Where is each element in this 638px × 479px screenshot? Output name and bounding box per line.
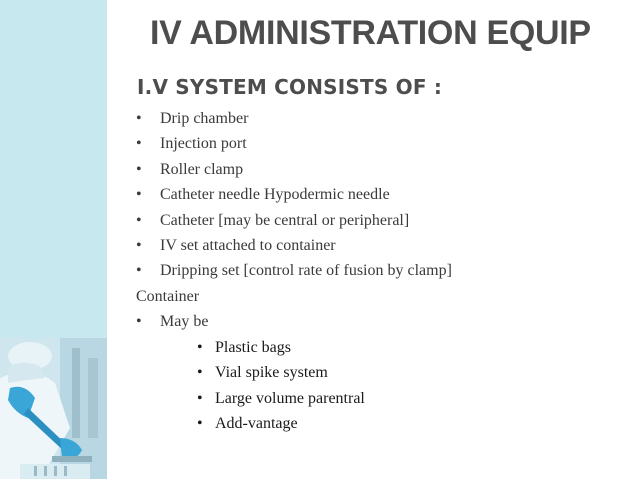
bullet-icon: • (136, 135, 142, 153)
list-item-text: Catheter [may be central or peripheral] (160, 211, 410, 229)
bullet-icon: • (136, 211, 142, 229)
list-item-text: Dripping set [control rate of fusion by clamp] (160, 262, 452, 280)
list-heading-container (136, 284, 452, 309)
list-item-text: Catheter needle Hypodermic needle (160, 186, 390, 204)
sub-list-item-text: Plastic bags (215, 339, 291, 356)
sub-list-item (197, 411, 365, 436)
bullet-icon: • (136, 186, 142, 204)
bullet-icon: • (136, 160, 142, 178)
sidebar-band (0, 0, 107, 479)
bullet-icon: • (197, 389, 203, 407)
sub-list-item-text: Large volume parentral (215, 389, 365, 407)
list-item-text: Injection port (160, 135, 247, 153)
container-types-list (197, 335, 365, 436)
bullet-icon: • (136, 236, 142, 254)
bullet-icon: • (197, 339, 203, 356)
list-item (136, 258, 452, 283)
lab-scientist-photo (0, 338, 107, 479)
bullet-icon: • (197, 414, 203, 432)
bullet-icon: • (136, 313, 142, 331)
sub-list-item-text: Vial spike system (215, 364, 328, 382)
list-item-text: May be (160, 313, 209, 331)
sub-list-item (197, 360, 365, 385)
sub-list-item (197, 335, 365, 360)
list-item (136, 106, 452, 131)
slide-title: IV ADMINISTRATION EQUIP (150, 14, 591, 52)
equipment-list (136, 106, 452, 335)
bullet-icon: • (136, 262, 142, 280)
sub-list-item-text: Add-vantage (215, 414, 298, 432)
list-item (136, 182, 452, 207)
list-item (136, 309, 452, 334)
list-item-text: Container (136, 287, 200, 305)
bullet-icon: • (136, 110, 142, 127)
slide-subtitle: I.V SYSTEM CONSISTS OF : (137, 75, 443, 99)
list-item (136, 157, 452, 182)
sub-list-item (197, 386, 365, 411)
list-item-text: Drip chamber (160, 110, 249, 127)
list-item (136, 233, 452, 258)
bullet-icon: • (197, 364, 203, 382)
list-item (136, 131, 452, 156)
list-item (136, 208, 452, 233)
list-item-text: IV set attached to container (160, 236, 336, 254)
list-item-text: Roller clamp (160, 160, 244, 178)
